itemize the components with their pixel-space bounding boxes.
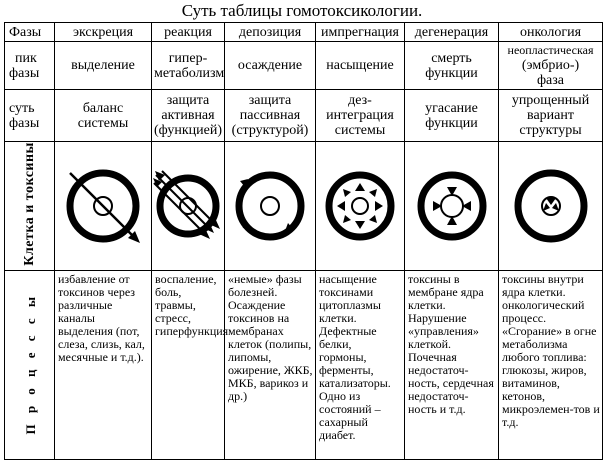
essence-oncology [499, 90, 603, 142]
peak-deposition [225, 42, 316, 90]
essence-excretion [55, 90, 152, 142]
essence-degeneration [405, 90, 499, 142]
cell-oncology [499, 142, 603, 271]
essence-impregnation-line1: дез- [348, 93, 372, 108]
peak-excretion-text: выделение [71, 58, 135, 73]
process-reaction: воспаление, боль, травмы, стресс, гиперфункция [152, 270, 225, 459]
essence-row [5, 90, 603, 142]
homotoxicology-table [4, 22, 603, 460]
peak-oncology-line2: (эмбрио-) [521, 58, 580, 73]
phase-excretion: экскреция [55, 23, 152, 42]
peak-reaction [152, 42, 225, 90]
essence-degeneration-line1: угасание [425, 100, 478, 116]
essence-deposition-line2: пассивная [239, 108, 301, 123]
process-degeneration: токсины в мембране ядра клетки. Нарушение «управления» клеткой. Почечная недостаточ-ность, сердечная недостаточ-ность и т.д. [405, 270, 499, 459]
page-title: Суть таблицы гомотоксикологии. [181, 1, 423, 20]
essence-label-line2: фазы [9, 115, 40, 131]
essence-excretion-line1: баланс [82, 100, 124, 116]
cell-degeneration [405, 142, 499, 271]
essence-deposition-line1: защита [248, 93, 292, 108]
phase-impregnation: импрегнация [316, 23, 405, 42]
essence-oncology-line1: упрощенный [511, 93, 590, 108]
peak-impregnation [316, 42, 405, 90]
process-row-label-text: П р о ц е с с ы [22, 293, 38, 435]
cell-row-label-text: Клетка и токсины [22, 142, 37, 266]
essence-deposition [225, 90, 316, 142]
essence-degeneration-line2: функции [425, 115, 478, 131]
peak-oncology-line3: фаза [536, 73, 565, 88]
process-excretion: избавление от токсинов через различные каналы выделения (пот, слеза, слизь, кал, месячные и т.д.). [55, 270, 152, 459]
essence-reaction-line2: активная [161, 108, 215, 123]
cell-row [5, 142, 603, 271]
cell-excretion-icon [56, 167, 150, 245]
peak-reaction-line2: метаболизм [154, 65, 225, 81]
cell-impregnation-icon [317, 167, 403, 245]
essence-oncology-line2: вариант [527, 108, 574, 123]
peak-label-line2: фазы [9, 65, 40, 81]
peak-degeneration-line1: смерть [431, 50, 472, 66]
cell-reaction [152, 142, 225, 271]
essence-label-line1: суть [9, 100, 35, 116]
cell-degeneration-icon [409, 167, 495, 245]
cell-oncology-icon [505, 167, 597, 245]
cell-reaction-icon [152, 167, 224, 245]
process-oncology: токсины внутри ядра клетки. онкологический процесс. «Сгорание» в огне метаболизма любого топлива: глюкозы, жиров, витаминов, кетонов, микроэлемен-тов и т.д. [499, 270, 603, 459]
peak-degeneration [405, 42, 499, 90]
essence-impregnation-line2: интеграция [326, 108, 394, 123]
peak-impregnation-text: насыщение [326, 58, 394, 73]
process-row-label [5, 270, 55, 459]
cell-deposition [225, 142, 316, 271]
cell-row-label [5, 142, 55, 271]
phase-oncology: онкология [499, 23, 603, 42]
cell-impregnation [316, 142, 405, 271]
peak-row [5, 42, 603, 90]
essence-reaction-line3: (функцией) [154, 123, 223, 138]
phase-row-label: Фазы [5, 23, 55, 42]
essence-impregnation-line3: системы [334, 123, 386, 138]
peak-excretion [55, 42, 152, 90]
phase-header-row [5, 23, 603, 42]
peak-degeneration-line2: функции [425, 65, 478, 81]
essence-reaction [152, 90, 225, 142]
process-impregnation: насыщение токсинами цитоплазмы клетки. Дефектные белки, гормоны, ферменты, катализаторы. Одно из состояний – сахарный диабет. [316, 270, 405, 459]
process-deposition: «немые» фазы болезней. Осаждение токсинов на мембранах клеток (полипы, липомы, ожирение, ЖКБ, МКБ, варикоз и др.) [225, 270, 316, 459]
peak-oncology-line1: неопластическая [507, 43, 594, 57]
peak-reaction-line1: гипер- [168, 50, 208, 66]
essence-excretion-line2: системы [77, 115, 129, 131]
cell-deposition-icon [226, 167, 314, 245]
peak-row-label [5, 42, 55, 90]
essence-reaction-line1: защита [166, 93, 210, 108]
phase-reaction: реакция [152, 23, 225, 42]
phase-degeneration: дегенерация [405, 23, 499, 42]
peak-deposition-text: осаждение [237, 58, 303, 73]
peak-label-line1: пик [15, 50, 37, 66]
peak-oncology [499, 42, 603, 90]
essence-row-label [5, 90, 55, 142]
essence-deposition-line3: (структурой) [231, 123, 309, 138]
essence-oncology-line3: структуры [519, 123, 582, 138]
phase-deposition: депозиция [225, 23, 316, 42]
essence-impregnation [316, 90, 405, 142]
process-row [5, 270, 603, 459]
cell-excretion [55, 142, 152, 271]
